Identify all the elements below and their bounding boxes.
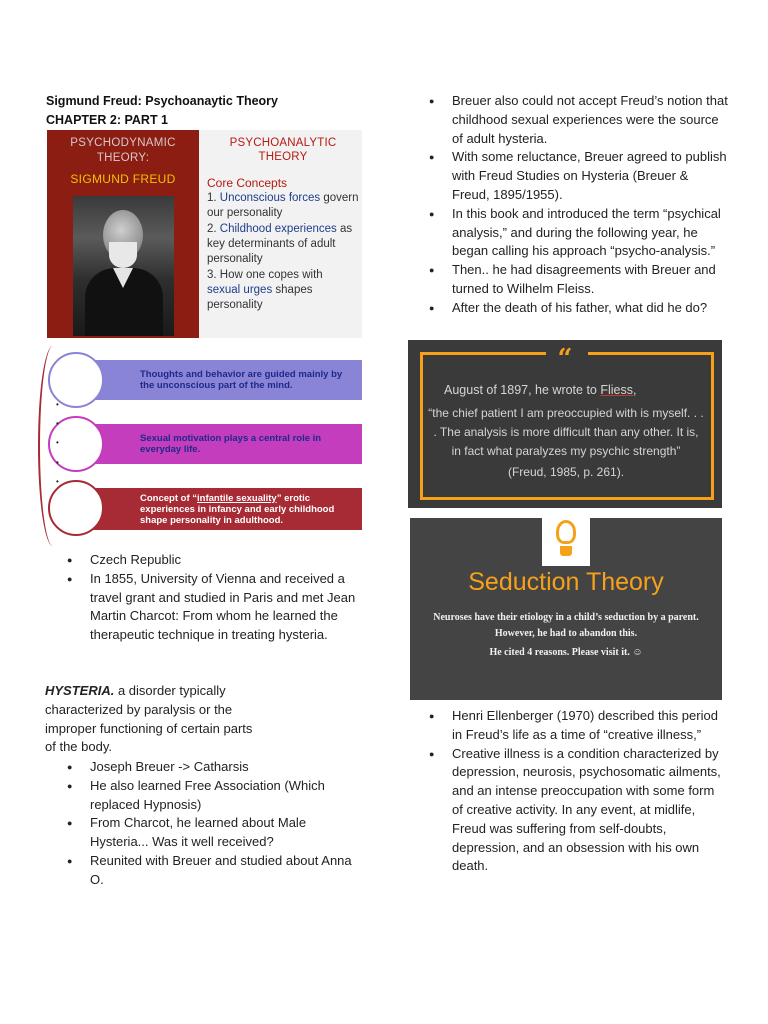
bullet-dot: • [56,400,59,409]
list-item: ● Breuer also could not accept Freud’s notion that childhood sexual experiences were the source of adult hysteria. [429,92,729,148]
bullet-dot: • [56,419,59,428]
hysteria-definition: HYSTERIA. a disorder typically characterized by paralysis or the improper functioning of certain parts of the body. [45,683,253,755]
list-item: ● Czech Republic [67,551,367,570]
slide-left-heading: PSYCHODYNAMIC THEORY: [70,137,176,164]
seduction-theory-title: Seduction Theory [468,568,664,596]
list-item: ● Joseph Breuer -> Catharsis [67,758,367,777]
freud-portrait-image [73,196,174,336]
seduction-theory-card [410,518,722,700]
band-infantile-sexuality: Concept of “infantile sexuality” erotic experiences in infancy and early childhood shape personality in adulthood. [88,488,362,530]
chapter-heading: CHAPTER 2: PART 1 [46,113,169,127]
breuer-list [429,92,729,318]
fliess-quote-card [408,340,722,508]
list-item: ● With some reluctance, Breuer agreed to publish with Freud Studies on Hysteria (Breuer & Freud, 1895/1955). [429,148,729,204]
list-item: ● Henri Ellenberger (1970) described this period in Freud’s life as a time of “creative illness,” [429,707,725,745]
slide-red-panel [47,130,199,338]
bullet-dot: • [56,438,59,447]
lightbulb-icon [542,514,590,566]
list-item: ● In this book and introduced the term “psychical analysis,” and during the following year, he began calling his approach “psycho-analysis.” [429,205,729,261]
key-ideas-diagram [46,346,364,546]
band-sexual-motivation: Sexual motivation plays a central role in everyday life. [88,424,362,464]
list-item: ● Creative illness is a condition characterized by depression, neurosis, psychosomatic ailments, and an intense preoccupation with some form of creative activity. In any event, at midlife, Freud was suffering from self-doubts, depression, and an obsession with his own death. [429,745,725,877]
core-concepts-label: Core Concepts [207,176,288,190]
bullet-dot: • [56,477,59,486]
quote-body: “the chief patient I am preoccupied with is myself. . . . The analysis is more difficult than any other. It is, in fact what paralyzes my psychic strength” (Freud, 1985, p. 261). [428,406,704,479]
list-item: ● From Charcot, he learned about Male Hysteria... Was it well received? [67,814,367,852]
list-item: ● Then.. he had disagreements with Breuer and turned to Wilhelm Fleiss. [429,261,729,299]
list-item: ● In 1855, University of Vienna and received a travel grant and studied in Paris and met Jean Martin Charcot: From whom he learned the therapeutic technique in treating hysteria. [67,570,367,645]
document-title: Sigmund Freud: Psychoanaytic Theory [46,94,278,108]
core-concept-1: 1. Unconscious forces govern our personality [207,192,359,219]
training-list [67,758,367,890]
quote-intro: August of 1897, he wrote to Fliess, [444,383,637,397]
core-concept-2: 2. Childhood experiences as key determinants of adult personality [207,223,353,265]
list-item: ● He also learned Free Association (Which replaced Hypnosis) [67,777,367,815]
list-item: ● Reunited with Breuer and studied about Anna O. [67,852,367,890]
list-item: ● After the death of his father, what did he do? [429,299,729,318]
slide-right-heading: PSYCHOANALYTIC THEORY [229,137,337,163]
band-unconscious: Thoughts and behavior are guided mainly by the unconscious part of the mind. [88,360,362,400]
core-concept-3: 3. How one copes with sexual urges shapes personality [207,269,323,311]
slide-core-concepts [207,136,359,313]
slide-left-name: SIGMUND FREUD [70,172,176,186]
bio-list [67,551,367,645]
circle-marker-3 [48,480,104,536]
psychoanalytic-theory-slide [47,130,362,338]
bullet-dot: • [56,458,59,467]
seduction-theory-body: Neuroses have their etiology in a child’s seduction by a parent. However, he had to abandon this. He cited 4 reasons. Please visit it. ☺ [433,612,699,658]
creative-illness-list [429,707,725,876]
quote-mark-icon: “ [557,344,573,374]
